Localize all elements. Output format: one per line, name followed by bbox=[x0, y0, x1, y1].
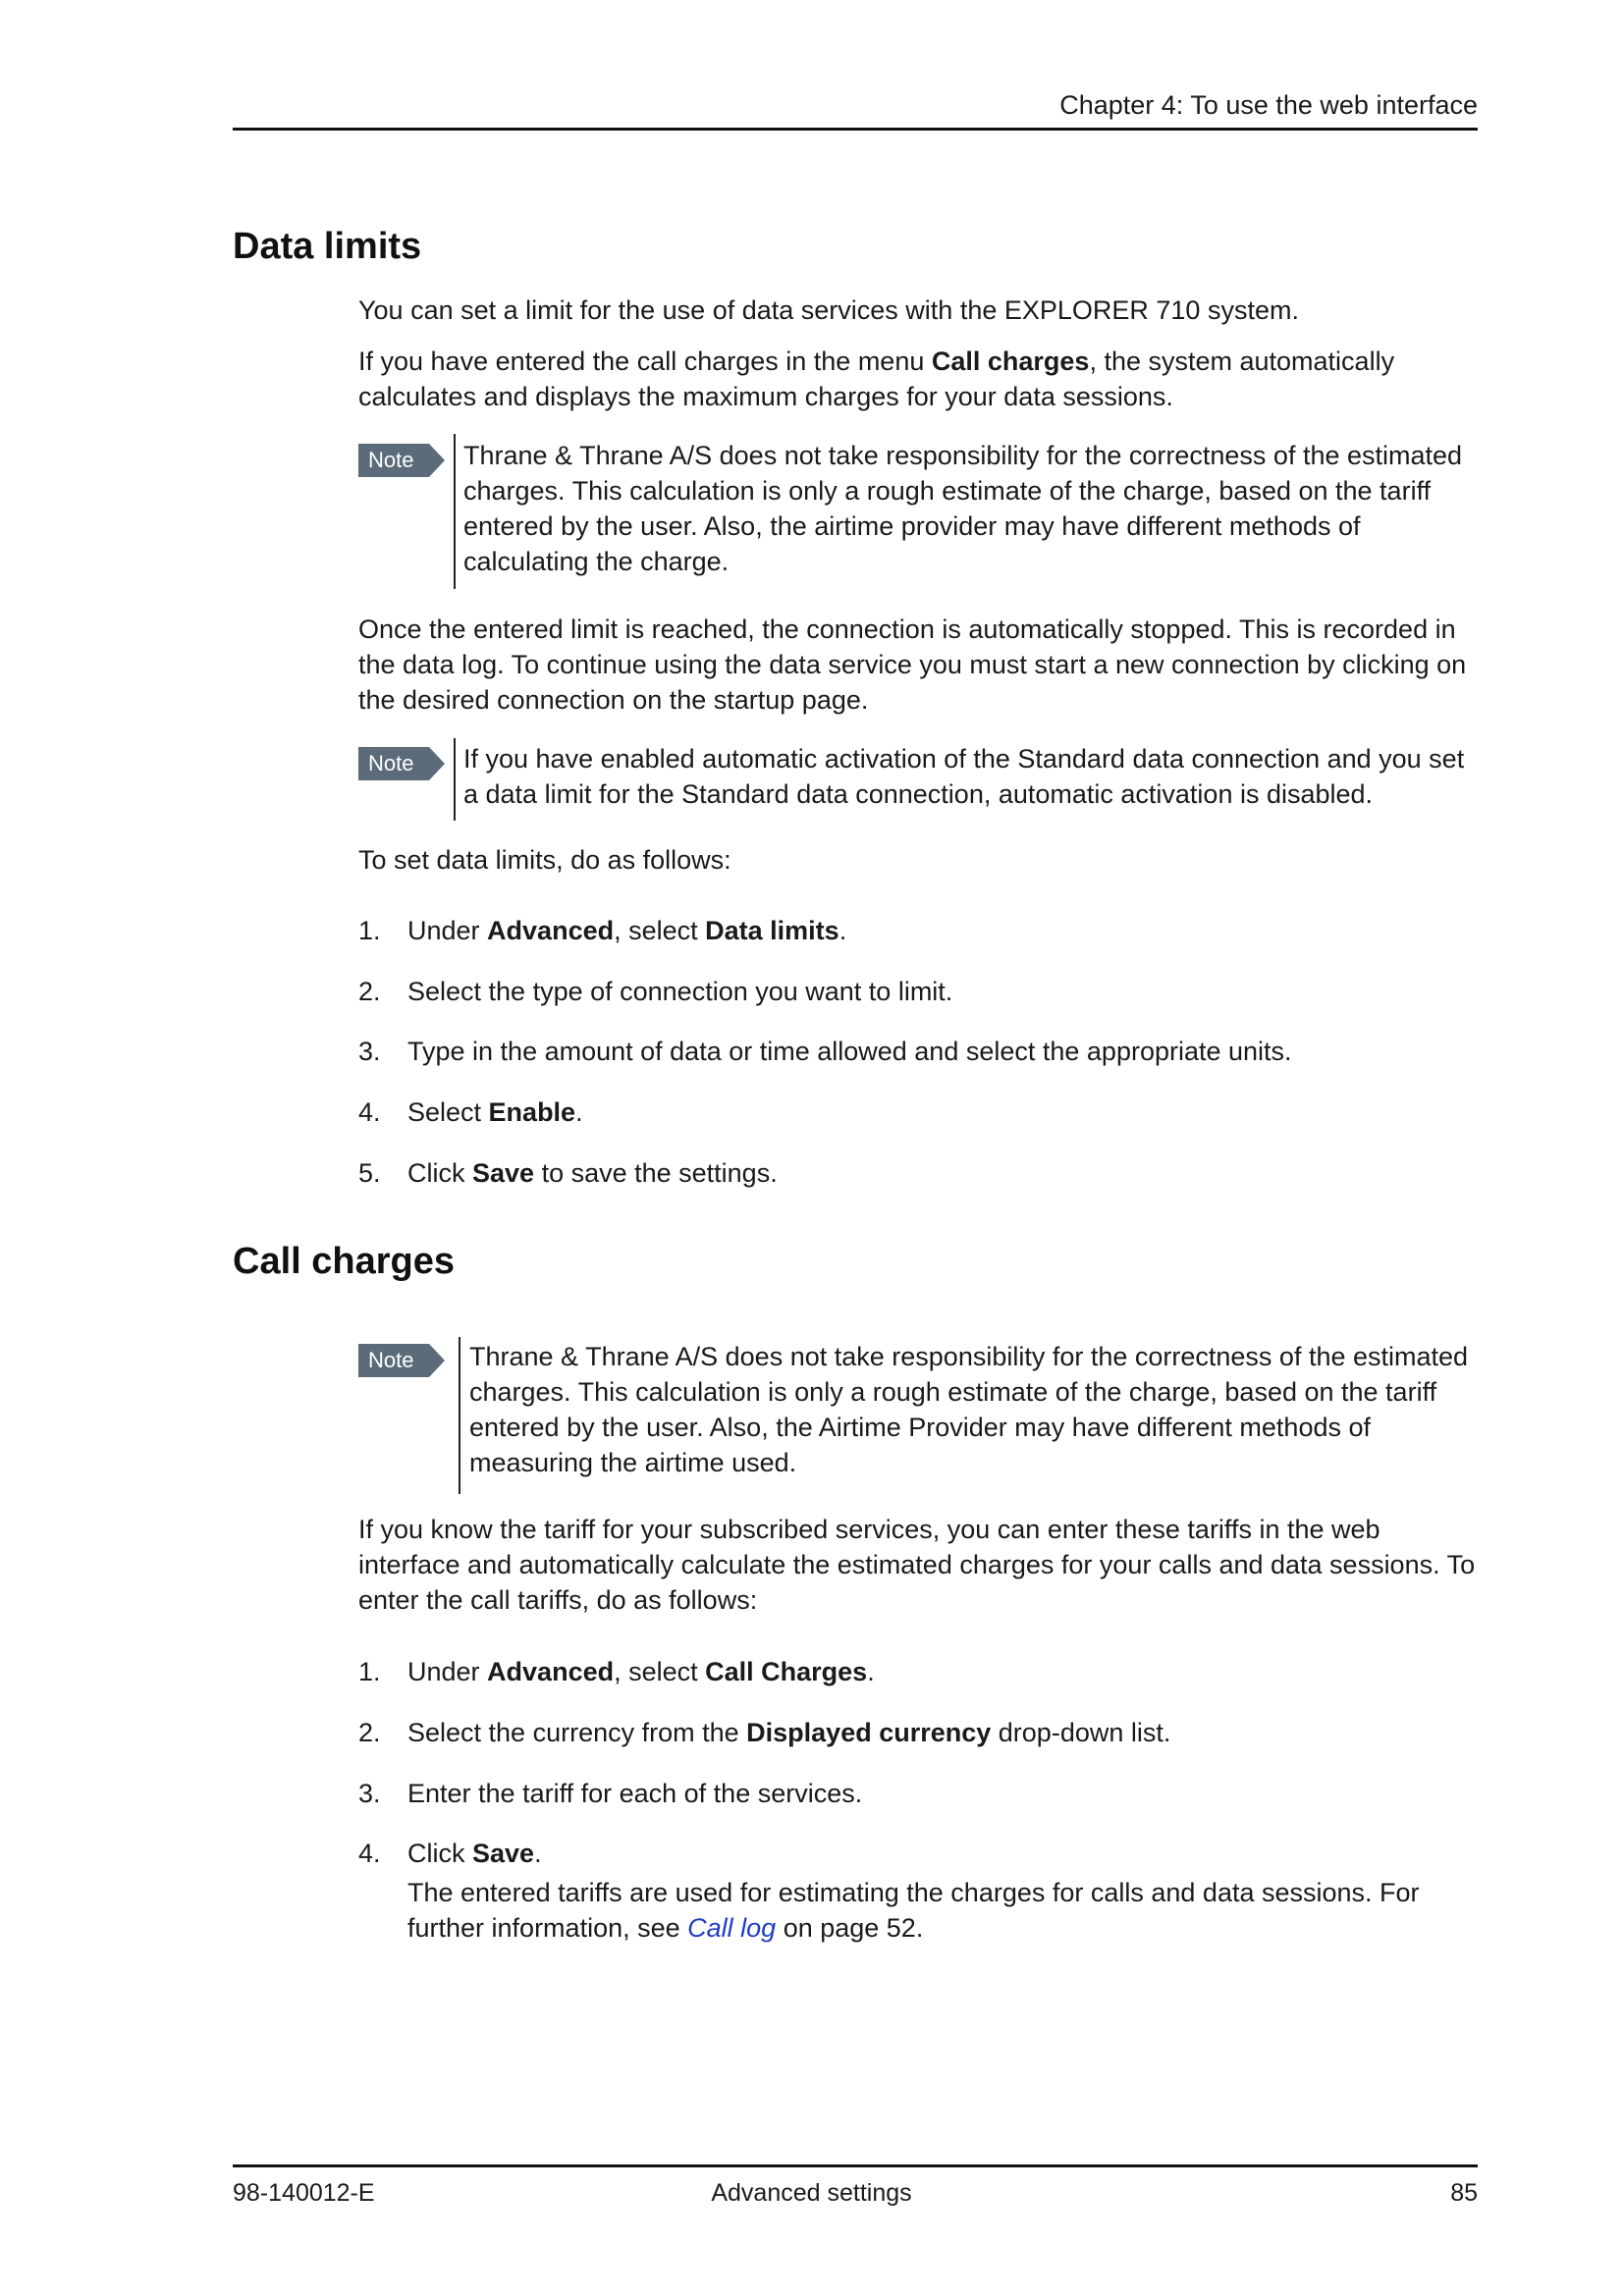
text-run: If you have entered the call charges in the menu bbox=[358, 347, 932, 376]
text-run: , select bbox=[614, 1657, 706, 1686]
button-name: Enable bbox=[488, 1097, 576, 1127]
step-text: Type in the amount of data or time allowed and select the appropriate units. bbox=[407, 1037, 1292, 1066]
section-title-data-limits: Data limits bbox=[233, 226, 422, 267]
menu-name: Advanced bbox=[487, 916, 615, 945]
text-run: . bbox=[575, 1097, 583, 1127]
section-title-call-charges: Call charges bbox=[233, 1241, 455, 1282]
text-run: , the system automatically calculates and displays the maximum charges for your data sessions. bbox=[358, 347, 1395, 411]
step-number: 4. bbox=[358, 1097, 381, 1127]
text-run: . bbox=[839, 916, 847, 945]
note-text: If you have enabled automatic activation of the Standard data connection and you set a data limit for the Standard data connection, automatic activation is disabled. bbox=[463, 744, 1465, 809]
note-bar bbox=[454, 738, 456, 821]
button-name: Save bbox=[472, 1839, 535, 1868]
step-number: 3. bbox=[358, 1037, 381, 1066]
menu-name: Advanced bbox=[487, 1657, 615, 1686]
menu-name: Call charges bbox=[931, 347, 1090, 376]
text-run: on page 52. bbox=[776, 1913, 924, 1943]
step-text bbox=[407, 1654, 1483, 1689]
text-run: , select bbox=[614, 916, 706, 945]
step-text bbox=[407, 1715, 1483, 1750]
note-badge: Note bbox=[358, 444, 429, 477]
step-text: Enter the tariff for each of the services. bbox=[407, 1779, 863, 1808]
text-run: Select bbox=[407, 1097, 489, 1127]
menu-name: Data limits bbox=[705, 916, 839, 945]
header-rule bbox=[233, 128, 1478, 131]
text-run: . bbox=[867, 1657, 875, 1686]
text-run: The entered tariffs are used for estimating the charges for calls and data sessions. For further information, see bbox=[407, 1878, 1420, 1943]
step-number: 2. bbox=[358, 977, 381, 1006]
step-number: 5. bbox=[358, 1158, 381, 1188]
note-text: Thrane & Thrane A/S does not take responsibility for the correctness of the estimated charges. This calculation is only a rough estimate of the charge, based on the tariff entered by the user. Also, the Airtime Provider may have different methods of measuring the airtime used. bbox=[469, 1342, 1469, 1477]
step-number: 1. bbox=[358, 1657, 381, 1686]
paragraph: You can set a limit for the use of data services with the EXPLORER 710 system. bbox=[358, 295, 1299, 325]
footer-rule bbox=[233, 2164, 1478, 2167]
footer-section: Advanced settings bbox=[711, 2179, 912, 2207]
step-number: 4. bbox=[358, 1839, 381, 1868]
step-text bbox=[407, 913, 1483, 948]
text-run: drop-down list. bbox=[991, 1718, 1171, 1747]
running-head: Chapter 4: To use the web interface bbox=[1059, 90, 1478, 120]
paragraph bbox=[358, 344, 1483, 414]
text-run: Under bbox=[407, 1657, 488, 1686]
paragraph: To set data limits, do as follows: bbox=[358, 845, 731, 875]
menu-name: Call Charges bbox=[705, 1657, 868, 1686]
text-run: Click bbox=[407, 1839, 472, 1868]
page-number: 85 bbox=[1450, 2179, 1478, 2207]
button-name: Save bbox=[472, 1158, 535, 1188]
step-text bbox=[407, 1155, 1483, 1191]
step-text: Select the type of connection you want to limit. bbox=[407, 977, 953, 1006]
text-run: Click bbox=[407, 1158, 472, 1188]
note-bar bbox=[459, 1337, 460, 1494]
note-badge: Note bbox=[358, 1344, 429, 1377]
step-number: 1. bbox=[358, 916, 381, 945]
text-run: Select the currency from the bbox=[407, 1718, 747, 1747]
call-log-link[interactable]: Call log bbox=[687, 1913, 777, 1943]
doc-number: 98-140012-E bbox=[233, 2179, 375, 2207]
text-run: Under bbox=[407, 916, 488, 945]
step-detail bbox=[407, 1875, 1483, 1946]
paragraph: If you know the tariff for your subscribed services, you can enter these tariffs in the web interface and automatically calculate the estimated charges for your calls and data sessions. To enter the call tariffs, do as follows: bbox=[358, 1515, 1476, 1615]
step-text bbox=[407, 1095, 1483, 1130]
note-text: Thrane & Thrane A/S does not take responsibility for the correctness of the estimated charges. This calculation is only a rough estimate of the charge, based on the tariff entered by the user. Also, the airtime provider may have different methods of calculating the charge. bbox=[463, 441, 1463, 576]
step-number: 3. bbox=[358, 1779, 381, 1808]
step-text bbox=[407, 1836, 1483, 1871]
text-run: to save the settings. bbox=[534, 1158, 778, 1188]
field-name: Displayed currency bbox=[746, 1718, 992, 1747]
step-number: 2. bbox=[358, 1718, 381, 1747]
note-bar bbox=[454, 434, 456, 589]
paragraph: Once the entered limit is reached, the connection is automatically stopped. This is recorded in the data log. To continue using the data service you must start a new connection by clicking on the desired connection on the startup page. bbox=[358, 614, 1467, 715]
text-run: . bbox=[534, 1839, 542, 1868]
note-badge: Note bbox=[358, 747, 429, 780]
